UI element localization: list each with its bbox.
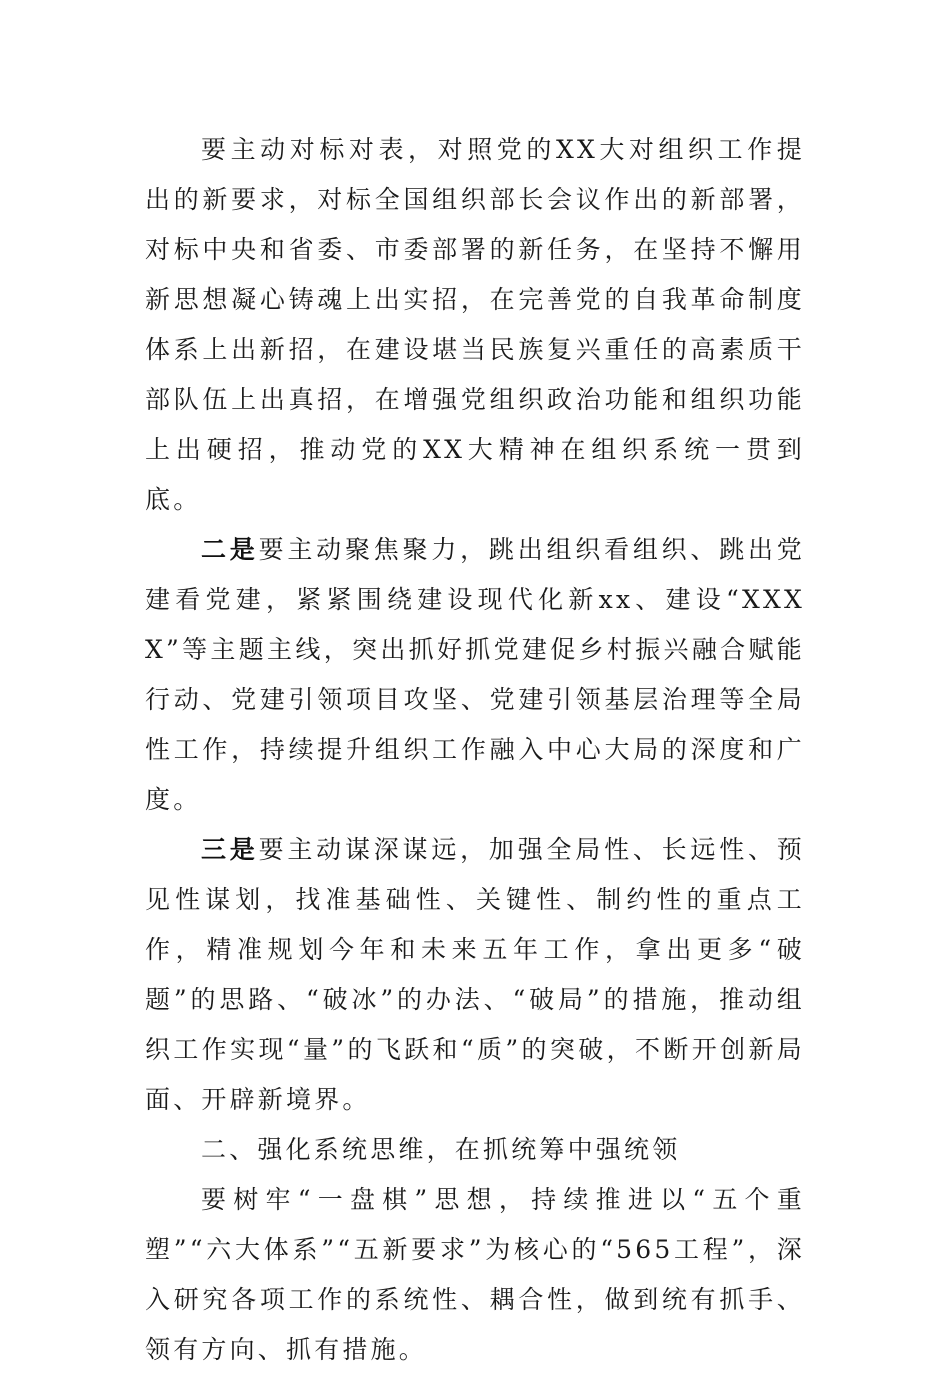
paragraph-3-text: 要主动谋深谋远，加强全局性、长远性、预见性谋划，找准基础性、关键性、制约性的重点工作，精准规划今年和未来五年工作，拿出更多“破题”的思路、“破冰”的办法、“破局”的措施，推动组织工作实现“量”的飞跃和“质”的突破，不断开创新局面、开辟新境界。 [145,835,805,1114]
paragraph-2-text: 要主动聚焦聚力，跳出组织看组织、跳出党建看党建，紧紧围绕建设现代化新xx、建设“XXXX”等主题主线，突出抓好抓党建促乡村振兴融合赋能行动、党建引领项目攻坚、党建引领基层治理等全局性工作，持续提升组织工作融入中心大局的深度和广度。 [145,535,805,814]
paragraph-2-lead: 二是 [201,535,259,564]
paragraph-1 [145,125,805,525]
document-body [145,125,805,1375]
section-heading: 二、强化系统思维，在抓统筹中强统领 [201,1135,681,1164]
paragraph-3 [145,825,805,1125]
closing-paragraph: 要树牢“一盘棋”思想，持续推进以“五个重塑”“六大体系”“五新要求”为核心的“565工程”，深入研究各项工作的系统性、耦合性，做到统有抓手、领有方向、抓有措施。 [145,1185,805,1364]
paragraph-3-lead: 三是 [201,835,259,864]
paragraph-2 [145,525,805,825]
paragraph-1-text: 要主动对标对表，对照党的XX大对组织工作提出的新要求，对标全国组织部长会议作出的新部署，对标中央和省委、市委部署的新任务，在坚持不懈用新思想凝心铸魂上出实招，在完善党的自我革命制度体系上出新招，在建设堪当民族复兴重任的高素质干部队伍上出真招，在增强党组织政治功能和组织功能上出硬招，推动党的XX大精神在组织系统一贯到底。 [145,135,805,514]
